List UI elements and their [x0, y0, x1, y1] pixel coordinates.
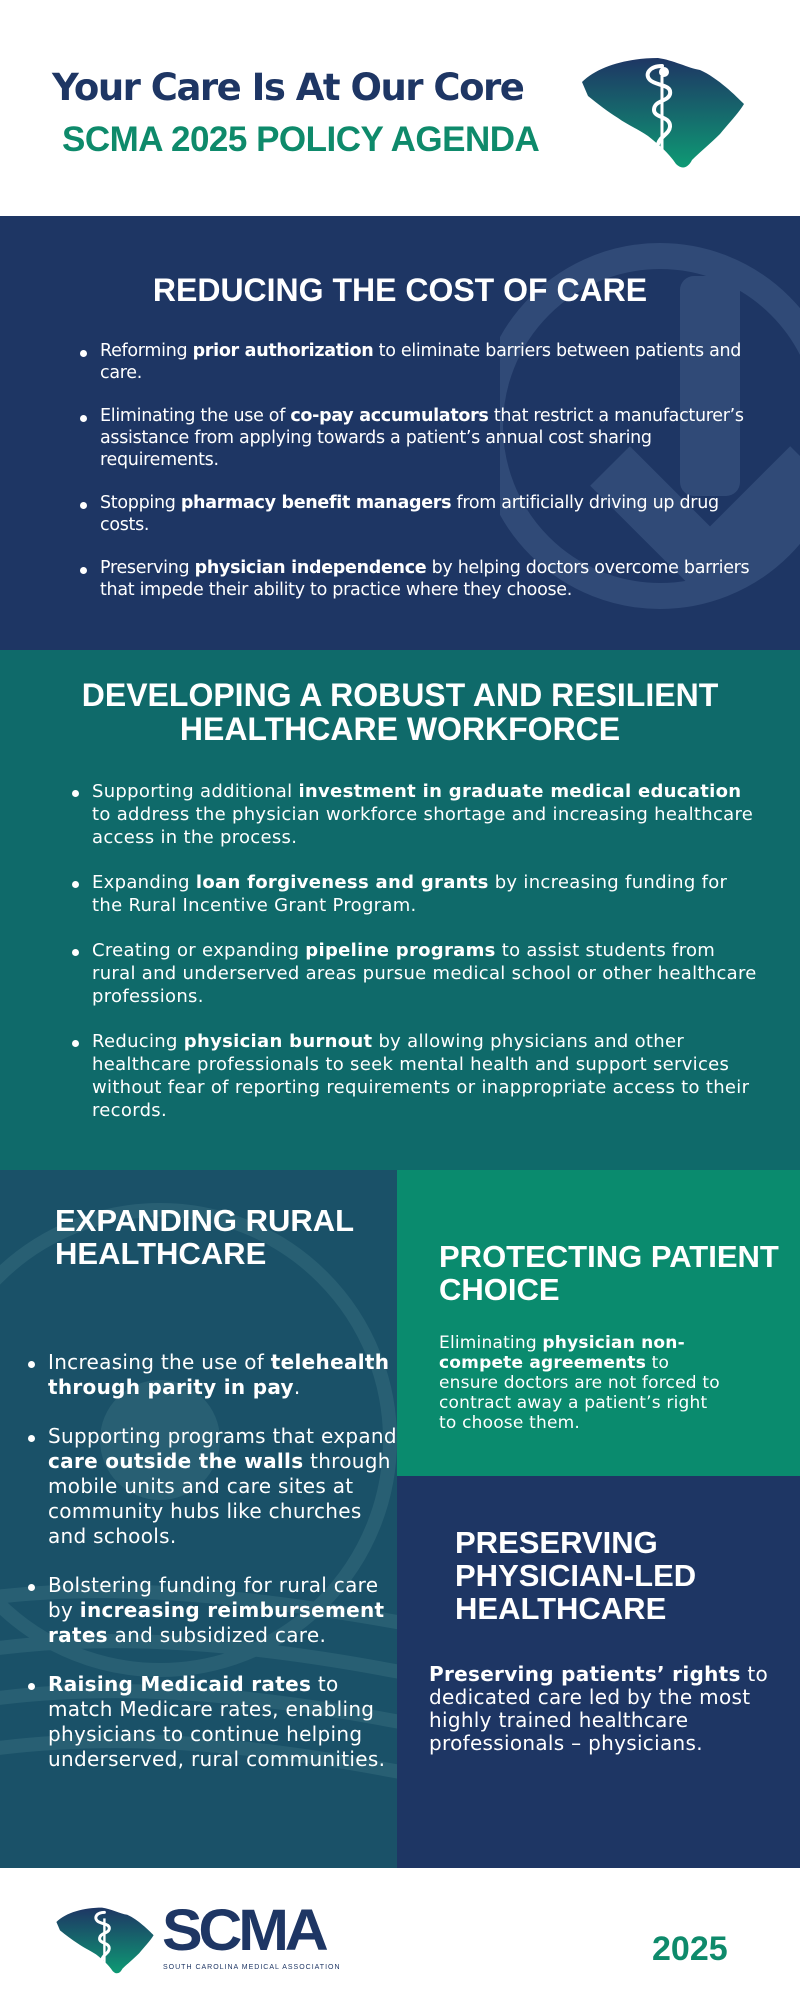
rural-list: [48, 1350, 397, 1796]
item-text: .: [293, 1375, 301, 1399]
section-title: DEVELOPING A ROBUST AND RESILIENT HEALTHCARE WORKFORCE: [81, 677, 719, 747]
item-text: Supporting programs that expand: [48, 1424, 397, 1448]
item-text: Reforming: [100, 341, 193, 361]
item-text: to address the physician workforce shortage and increasing healthcare access in the process.: [92, 804, 754, 848]
item-text: to ensure doctors are not forced to contract away a patient’s right to choose them.: [439, 1353, 720, 1433]
list-item: [92, 871, 762, 917]
item-text: to eliminate barriers between patients and care.: [100, 341, 742, 383]
item-text: Supporting additional: [92, 781, 299, 802]
section-reducing-cost: [0, 216, 800, 650]
item-text: to dedicated care led by the most highly trained healthcare professionals – physicians.: [429, 1662, 769, 1755]
list-item: [92, 780, 762, 849]
item-text: Eliminating the use of: [100, 406, 291, 426]
list-item: [48, 1350, 397, 1400]
list-item: [48, 1573, 397, 1648]
item-emphasis: loan forgiveness and grants: [195, 872, 489, 893]
section-rural-healthcare: [0, 1170, 397, 1868]
list-item: [100, 557, 765, 601]
section-title: PRESERVING PHYSICIAN-LED HEALTHCARE: [455, 1525, 697, 1626]
item-text: Creating or expanding: [92, 940, 306, 961]
page-subtitle: SCMA 2025 POLICY AGENDA: [62, 120, 540, 159]
item-emphasis: investment in graduate medical education: [298, 781, 742, 802]
item-text: Stopping: [100, 493, 181, 513]
item-emphasis: care outside the walls: [48, 1449, 304, 1473]
section-patient-choice: [397, 1170, 800, 1476]
item-text: by increasing funding for the Rural Incentive Grant Program.: [92, 872, 728, 916]
item-emphasis: telehealth through parity in pay: [48, 1350, 390, 1399]
item-emphasis: increasing reimbursement rates: [48, 1598, 385, 1647]
south-carolina-caduceus-logo-icon: [50, 1904, 160, 1976]
item-text: that restrict a manufacturer’s assistance from applying towards a patient’s annual cost sharing requirements.: [100, 406, 744, 470]
south-carolina-caduceus-logo-icon: [578, 52, 748, 172]
item-emphasis: prior authorization: [192, 341, 374, 361]
list-item: [100, 405, 765, 471]
item-text: Preserving: [100, 558, 195, 578]
page-title: Your Care Is At Our Core: [52, 66, 524, 109]
cost-list: [100, 340, 765, 622]
section-healthcare-workforce: [0, 650, 800, 1170]
item-text: Eliminating: [439, 1333, 543, 1353]
item-emphasis: pharmacy benefit managers: [180, 493, 452, 513]
item-text: Increasing the use of: [48, 1350, 271, 1374]
section-body: [429, 1663, 774, 1755]
list-item: [92, 939, 762, 1008]
item-text: and subsidized care.: [107, 1623, 327, 1647]
item-text: by allowing physicians and other healthcare professionals to seek mental health and support services without fear of reporting requirements or inappropriate access to their records.: [92, 1031, 750, 1121]
item-emphasis: Preserving patients’ rights: [429, 1662, 741, 1686]
section-body: [439, 1333, 729, 1433]
section-title: REDUCING THE COST OF CARE: [152, 272, 648, 308]
scma-wordmark: SCMA: [162, 1898, 325, 1963]
item-text: through mobile units and care sites at community hubs like churches and schools.: [48, 1449, 391, 1548]
footer-year: 2025: [652, 1930, 728, 1968]
workforce-list: [92, 780, 762, 1144]
section-title: EXPANDING RURAL HEALTHCARE: [55, 1203, 354, 1271]
item-emphasis: physician burnout: [183, 1031, 373, 1052]
item-emphasis: co-pay accumulators: [290, 406, 489, 426]
section-physician-led: [397, 1476, 800, 1868]
list-item: [92, 1030, 762, 1122]
footer: [0, 1868, 800, 2000]
item-emphasis: physician non-compete agreements: [439, 1333, 685, 1373]
item-text: to match Medicare rates, enabling physicians to continue helping underserved, rural communities.: [48, 1672, 386, 1771]
item-emphasis: Raising Medicaid rates: [48, 1672, 312, 1696]
section-title: PROTECTING PATIENT CHOICE: [439, 1239, 779, 1307]
list-item: [100, 492, 765, 536]
item-text: Bolstering funding for rural care by: [48, 1573, 379, 1622]
item-text: by helping doctors overcome barriers that impede their ability to practice where they choose.: [100, 558, 750, 600]
item-text: from artificially driving up drug costs.: [100, 493, 719, 535]
item-text: Expanding: [92, 872, 196, 893]
list-item: [48, 1672, 397, 1772]
organization-name: SOUTH CAROLINA MEDICAL ASSOCIATION: [163, 1964, 341, 1971]
item-emphasis: physician independence: [194, 558, 427, 578]
list-item: [100, 340, 765, 384]
item-text: to assist students from rural and underserved areas pursue medical school or other healthcare professions.: [92, 940, 757, 1007]
list-item: [48, 1424, 397, 1549]
item-emphasis: pipeline programs: [305, 940, 496, 961]
header: [0, 0, 800, 216]
item-text: Reducing: [92, 1031, 184, 1052]
